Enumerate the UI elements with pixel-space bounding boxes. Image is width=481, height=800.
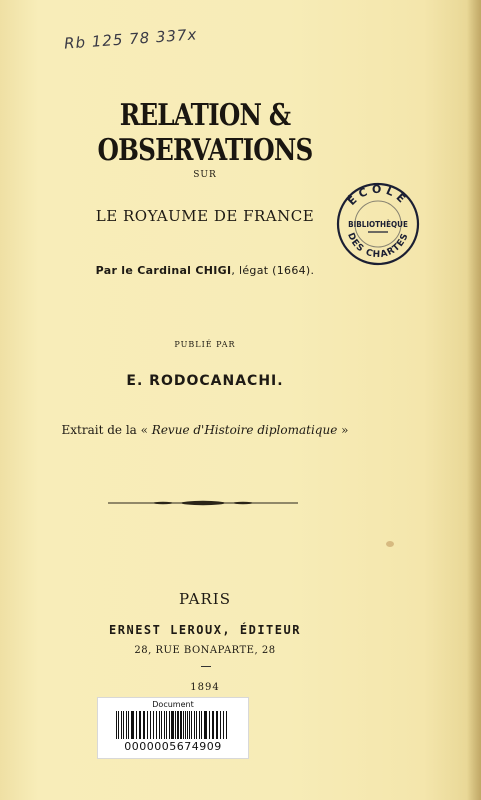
barcode-bar [161, 711, 162, 739]
barcode-bar [171, 711, 174, 739]
stamp-bottom-text: DES CHARTES [345, 231, 411, 261]
editor-name: E. RODOCANACHI. [126, 373, 284, 389]
svg-text:ÉCOLE [345, 183, 411, 208]
extract-note [0, 423, 410, 437]
library-stamp [335, 181, 421, 267]
extract-suffix: » [341, 423, 349, 437]
separator-dash [201, 666, 211, 667]
journal-name: Revue d'Histoire diplomatique [151, 423, 338, 437]
barcode-bar [118, 711, 119, 739]
barcode-bar [136, 711, 137, 739]
page-edge-shadow [467, 0, 481, 800]
publisher-address: 28, RUE BONAPARTE, 28 [134, 645, 276, 656]
barcode-bar [180, 711, 182, 739]
barcode-bar [220, 711, 221, 739]
barcode-bar [116, 711, 117, 739]
barcode-bar [153, 711, 154, 739]
barcode-bar [121, 711, 122, 739]
published-by-label: PUBLIÉ PAR [174, 340, 236, 349]
book-subject: LE ROYAUME DE FRANCE [95, 207, 315, 225]
barcode-bar [175, 711, 176, 739]
barcode-bar [226, 711, 227, 739]
barcode-caption: Document [152, 700, 194, 709]
stamp-top-text: ÉCOLE [345, 182, 411, 209]
barcode-bar [196, 711, 197, 739]
barcode-bar [143, 711, 145, 739]
barcode-bar [159, 711, 160, 739]
barcode-bar [191, 711, 192, 739]
barcode-bar [223, 711, 224, 739]
foxing-spot [386, 541, 394, 547]
barcode-bar [166, 711, 167, 739]
handwritten-call-number: Rb 125 78 337x [63, 25, 198, 53]
barcode-bar [164, 711, 165, 739]
barcode-bar [216, 711, 218, 739]
barcode-bar [147, 711, 148, 739]
author-suffix: , légat (1664). [231, 264, 315, 277]
stamp-middle-text: BIBLIOTHÈQUE [348, 220, 408, 229]
title-connector: SUR [193, 170, 217, 180]
barcode-bar [194, 711, 195, 739]
barcode-number: 0000005674909 [124, 740, 222, 753]
barcode-bar [150, 711, 151, 739]
publication-year: 1894 [190, 682, 220, 693]
barcode-bar [169, 711, 170, 739]
barcode-bar [185, 711, 186, 739]
barcode-bar [201, 711, 202, 739]
barcode-bars [116, 711, 230, 739]
barcode-bar [139, 711, 141, 739]
barcode-bar [199, 711, 200, 739]
ornamental-rule [108, 498, 298, 508]
publication-city: PARIS [178, 590, 232, 608]
book-title: RELATION & OBSERVATIONS [97, 98, 313, 168]
barcode-bar [212, 711, 214, 739]
barcode-bar [156, 711, 157, 739]
barcode-bar [131, 711, 134, 739]
barcode-bar [123, 711, 124, 739]
barcode-bar [189, 711, 190, 739]
author-prefix: Par le Cardinal [95, 264, 192, 277]
barcode-bar [128, 711, 129, 739]
barcode-bar [183, 711, 184, 739]
barcode-label [97, 697, 249, 759]
extract-prefix: Extrait de la « [61, 423, 148, 437]
barcode-bar [126, 711, 127, 739]
barcode-bar [187, 711, 188, 739]
barcode-bar [209, 711, 210, 739]
author-name: CHIGI [195, 264, 232, 277]
barcode-bar [204, 711, 207, 739]
publisher-name: ERNEST LEROUX, ÉDITEUR [109, 623, 301, 637]
barcode-bar [177, 711, 179, 739]
